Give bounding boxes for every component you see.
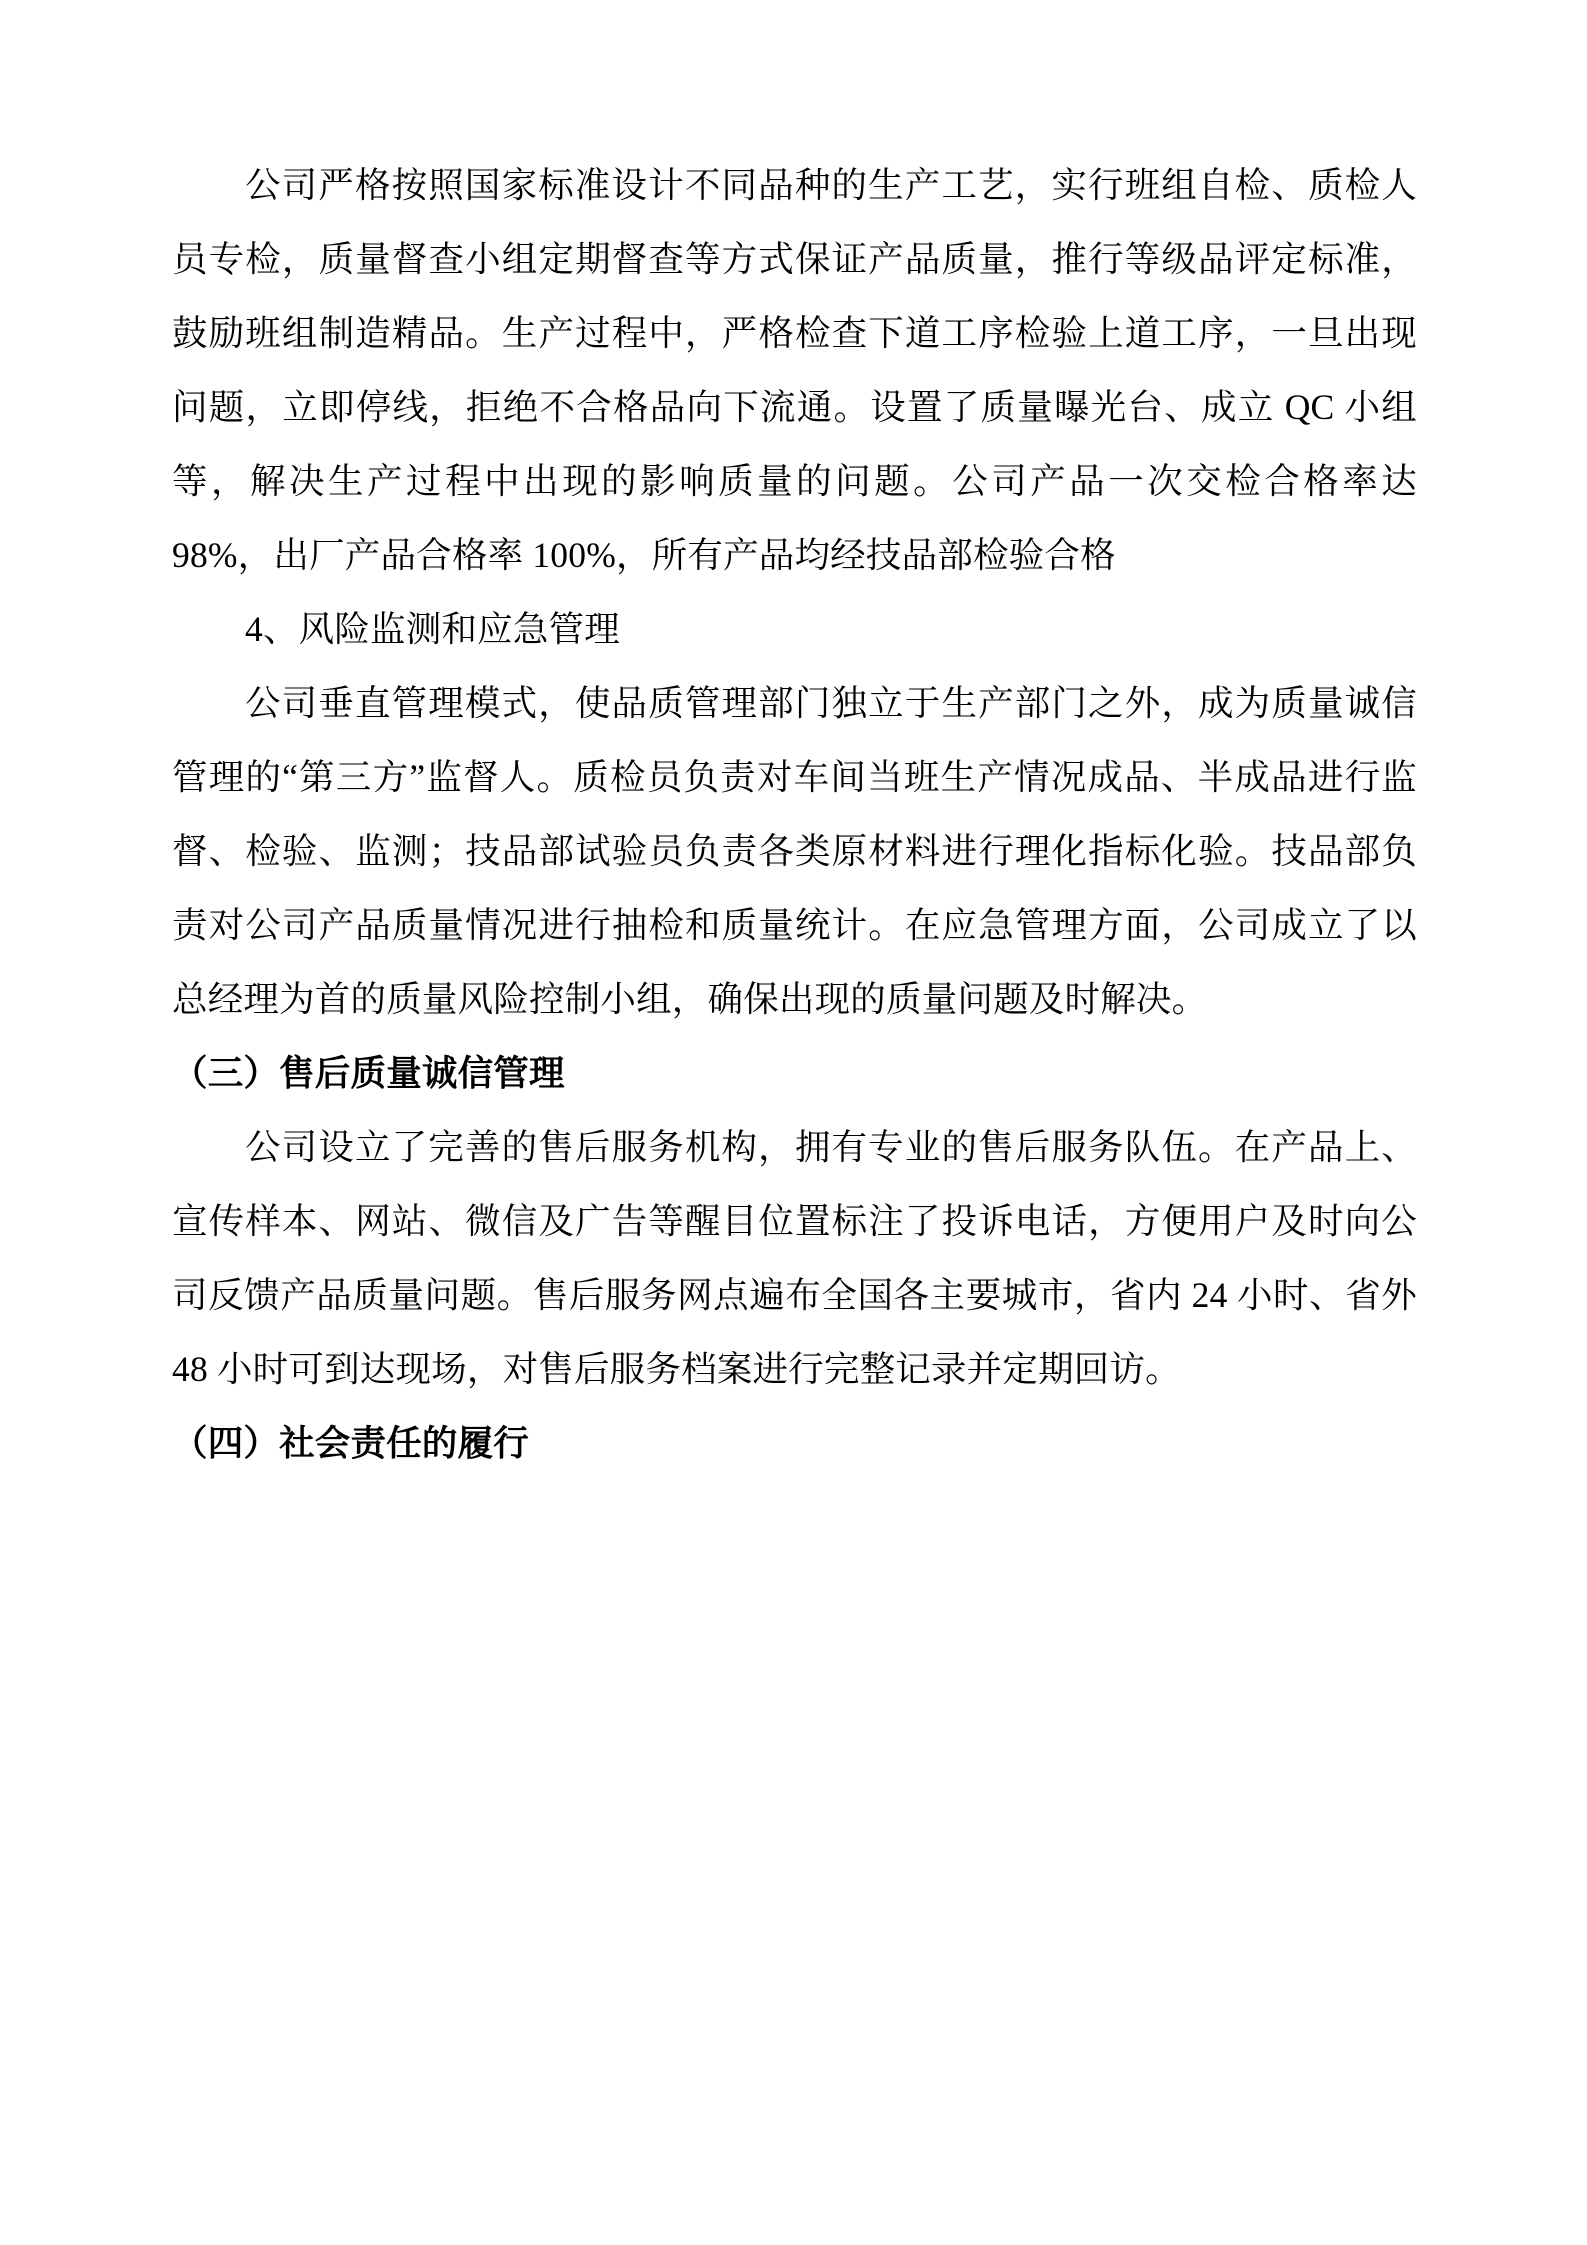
heading-after-sales-quality-integrity: （三）售后质量诚信管理 <box>172 1053 565 1093</box>
paragraph-after-sales: 公司设立了完善的售后服务机构，拥有专业的售后服务队伍。在产品上、宣传样本、网站、微信及广告等醒目位置标注了投诉电话，方便用户及时向公司反馈产品质量问题。售后服务网点遍布全国各主要城市，省内 24 小时、省外 48 小时可到达现场，对售后服务档案进行完整记录并定期回访。 <box>172 1127 1417 1389</box>
paragraph-risk-management: 公司垂直管理模式，使品质管理部门独立于生产部门之外，成为质量诚信管理的“第三方”监督人。质检员负责对车间当班生产情况成品、半成品进行监督、检验、监测；技品部试验员负责各类原材料进行理化指标化验。技品部负责对公司产品质量情况进行抽检和质量统计。在应急管理方面，公司成立了以总经理为首的质量风险控制小组，确保出现的质量问题及时解决。 <box>172 683 1417 1019</box>
heading-risk-monitoring: 4、风险监测和应急管理 <box>245 609 620 649</box>
heading-social-responsibility: （四）社会责任的履行 <box>172 1423 530 1463</box>
document-body <box>172 148 1417 1480</box>
paragraph-quality-process: 公司严格按照国家标准设计不同品种的生产工艺，实行班组自检、质检人员专检，质量督查小组定期督查等方式保证产品质量，推行等级品评定标准，鼓励班组制造精品。生产过程中，严格检查下道工序检验上道工序，一旦出现问题，立即停线，拒绝不合格品向下流通。设置了质量曝光台、成立 QC 小组等，解决生产过程中出现的影响质量的问题。公司产品一次交检合格率达 98%，出厂产品合格率 100%，所有产品均经技品部检验合格 <box>172 165 1417 575</box>
